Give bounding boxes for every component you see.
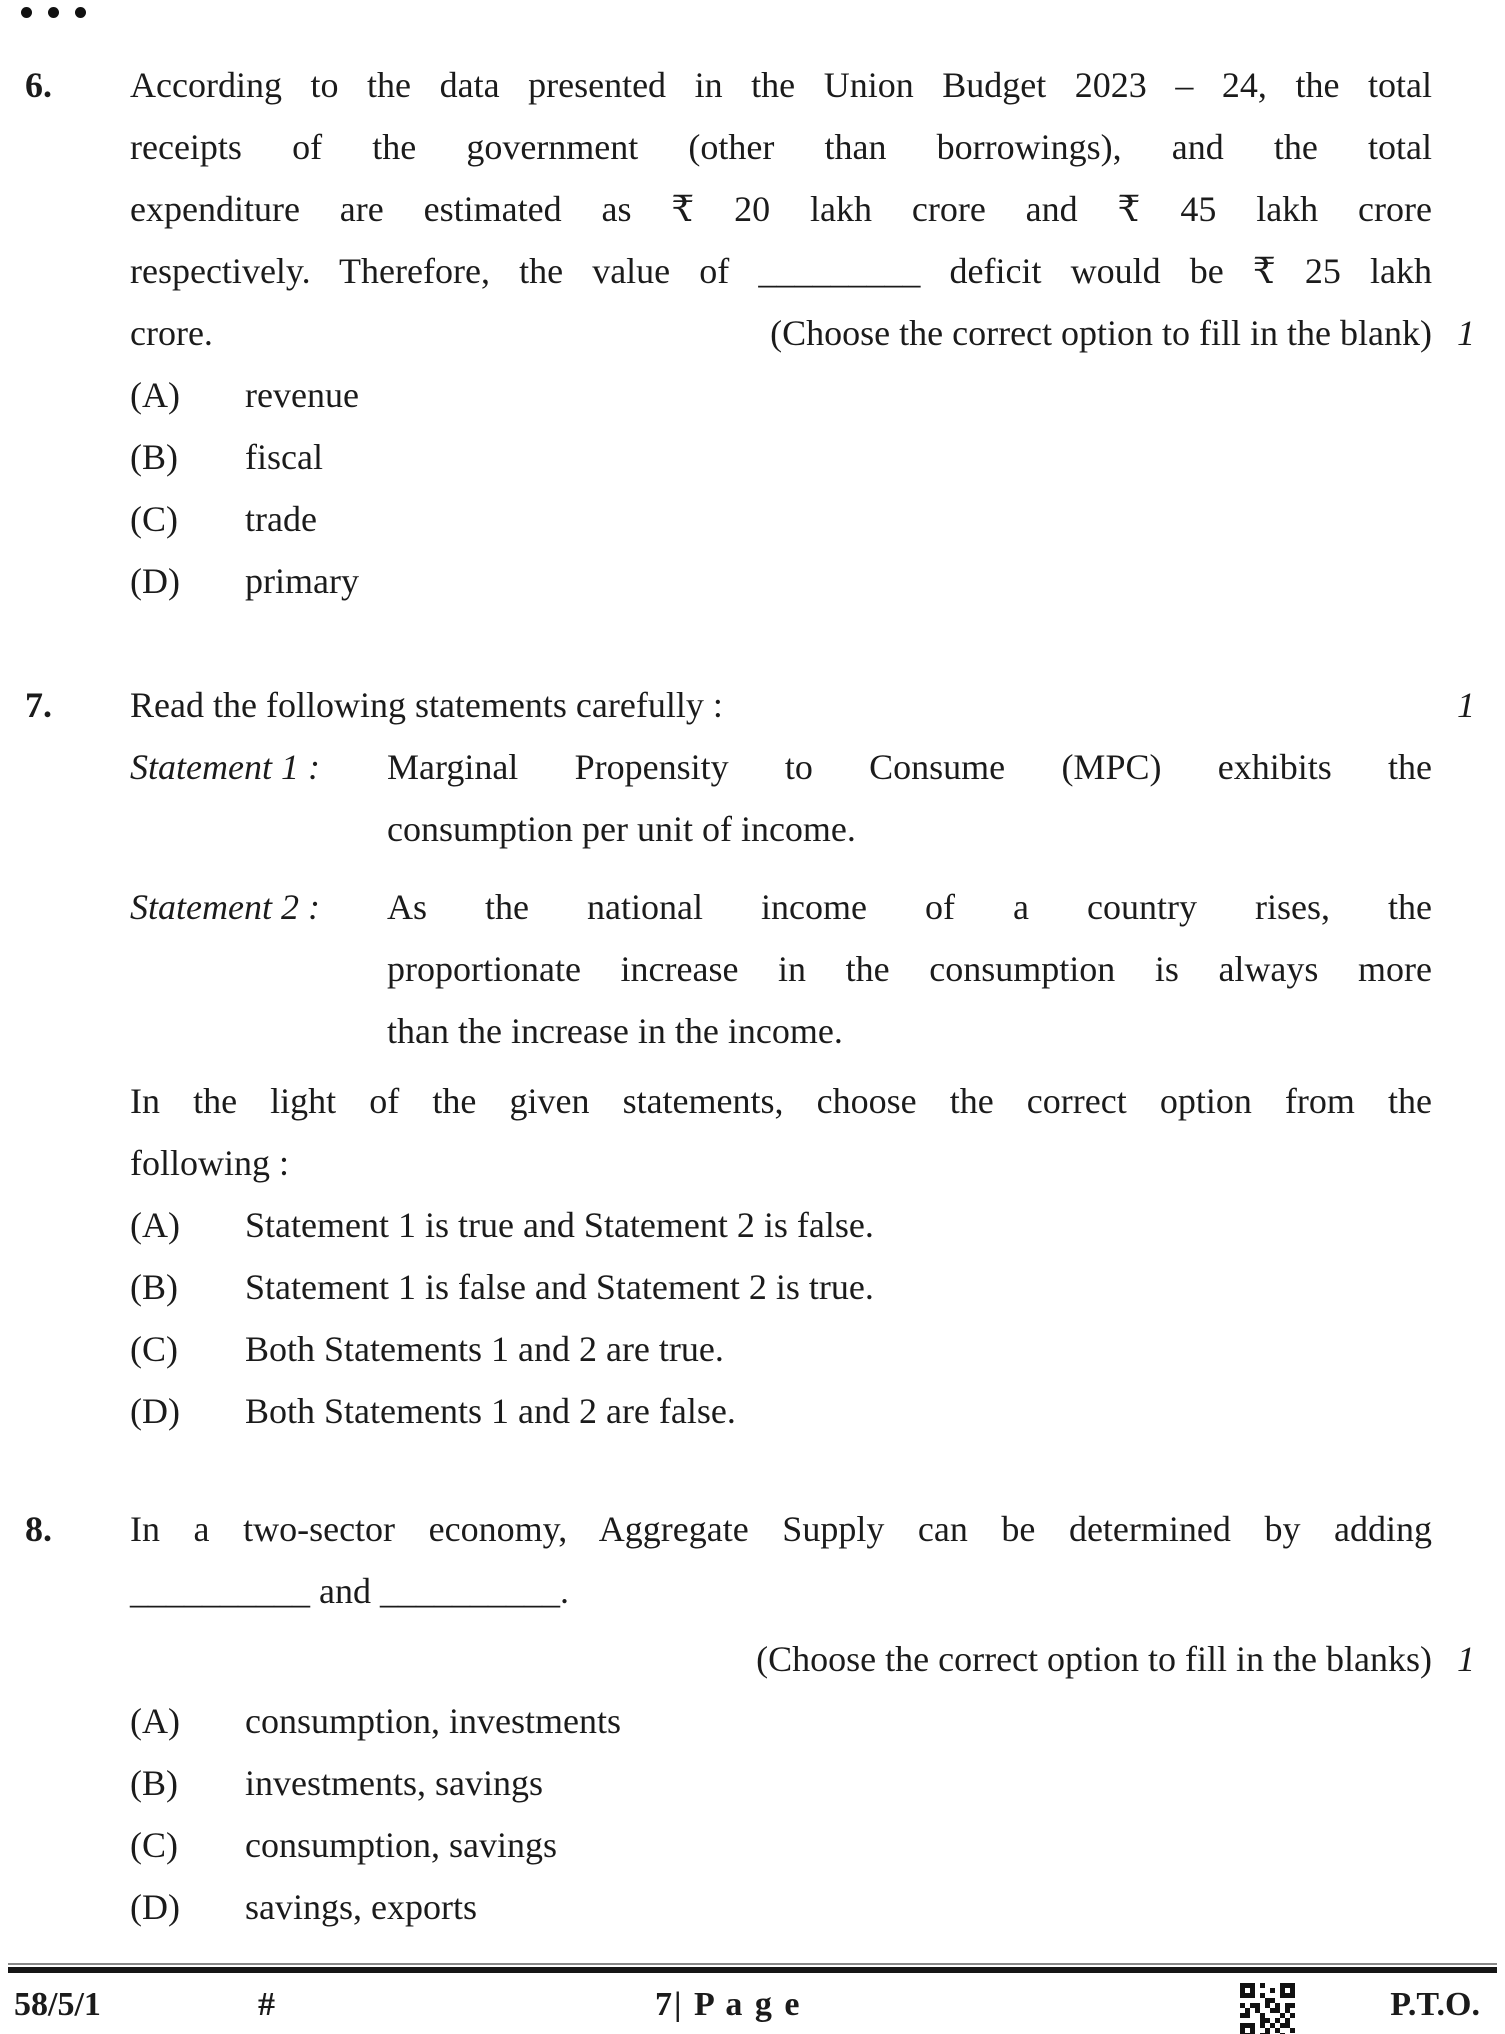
- option-label: (A): [130, 375, 180, 415]
- option-label: (C): [130, 499, 178, 539]
- question-6: [0, 54, 1505, 612]
- option-text: consumption, investments: [245, 1701, 621, 1741]
- statement-text-line: Marginal Propensity to Consume (MPC) exhibits the: [387, 747, 1432, 787]
- question-8: [0, 1498, 1505, 1938]
- option-text: trade: [245, 499, 317, 539]
- option-row: [130, 1690, 1432, 1752]
- option-text: consumption, savings: [245, 1825, 557, 1865]
- option-row: [130, 488, 1432, 550]
- question-text-line: receipts of the government (other than borrowings), and the total: [130, 127, 1432, 167]
- closing-lines: [130, 1070, 1432, 1194]
- options-list: [130, 364, 1432, 612]
- pto-label: P.T.O.: [1390, 1986, 1480, 2023]
- option-text: Both Statements 1 and 2 are true.: [245, 1329, 724, 1369]
- question-number: 7.: [25, 685, 52, 725]
- option-row: [130, 364, 1432, 426]
- question-text-line: expenditure are estimated as ₹ 20 lakh crore and ₹ 45 lakh crore: [130, 189, 1432, 229]
- statement-2: [130, 876, 1432, 1062]
- page-number-label: 7| P a g e: [655, 1986, 802, 2023]
- options-list: [130, 1690, 1432, 1938]
- fill-in-blanks-line: __________ and __________.: [130, 1571, 569, 1611]
- footer-rule-thin: [8, 1963, 1497, 1965]
- dot-icon: [21, 7, 32, 18]
- marks-value: 1: [1457, 1639, 1475, 1679]
- question-text-line: In a two-sector economy, Aggregate Supply can be determined by adding: [130, 1509, 1432, 1549]
- option-text: revenue: [245, 375, 359, 415]
- statement-1: [130, 736, 1432, 860]
- option-text: Statement 1 is false and Statement 2 is true.: [245, 1267, 874, 1307]
- option-row: [130, 1194, 1432, 1256]
- option-label: (D): [130, 1391, 180, 1431]
- question-text-line: In the light of the given statements, choose the correct option from the: [130, 1081, 1432, 1121]
- option-row: [130, 1256, 1432, 1318]
- hash-mark: #: [258, 1986, 275, 2023]
- paper-code: 58/5/1: [14, 1986, 101, 2023]
- option-label: (A): [130, 1205, 180, 1245]
- question-7: [0, 674, 1505, 1442]
- option-label: (C): [130, 1329, 178, 1369]
- option-text: primary: [245, 561, 359, 601]
- option-row: [130, 1876, 1432, 1938]
- statement-text-line: consumption per unit of income.: [387, 809, 856, 849]
- option-text: Statement 1 is true and Statement 2 is false.: [245, 1205, 874, 1245]
- question-number: 8.: [25, 1509, 52, 1549]
- marks-value: 1: [1457, 313, 1475, 353]
- statement-label: Statement 2 :: [130, 887, 320, 927]
- options-list: [130, 1194, 1432, 1442]
- question-text-line: According to the data presented in the Union Budget 2023 – 24, the total: [130, 65, 1432, 105]
- option-label: (D): [130, 561, 180, 601]
- option-label: (C): [130, 1825, 178, 1865]
- option-text: fiscal: [245, 437, 323, 477]
- statement-label: Statement 1 :: [130, 747, 320, 787]
- question-intro: Read the following statements carefully :: [130, 685, 723, 725]
- option-text: Both Statements 1 and 2 are false.: [245, 1391, 736, 1431]
- option-text: investments, savings: [245, 1763, 543, 1803]
- option-text: savings, exports: [245, 1887, 477, 1927]
- footer-rule-thick: [8, 1967, 1497, 1973]
- statement-text-line: than the increase in the income.: [387, 1011, 843, 1051]
- option-label: (B): [130, 1267, 178, 1307]
- marks-value: 1: [1457, 685, 1475, 725]
- instruction-text: (Choose the correct option to fill in the blanks): [756, 1639, 1432, 1679]
- option-row: [130, 1318, 1432, 1380]
- option-label: (D): [130, 1887, 180, 1927]
- option-label: (A): [130, 1701, 180, 1741]
- qr-code-icon: [1240, 1983, 1295, 2034]
- question-tail-row: [130, 302, 1432, 364]
- statement-text-line: proportionate increase in the consumption is always more: [387, 949, 1432, 989]
- option-row: [130, 1380, 1432, 1442]
- instruction-text: (Choose the correct option to fill in the blank): [770, 313, 1432, 353]
- question-number: 6.: [25, 65, 52, 105]
- question-text-line: crore.: [130, 313, 213, 353]
- dot-icon: [48, 7, 59, 18]
- option-label: (B): [130, 437, 178, 477]
- dot-icon: [75, 7, 86, 18]
- option-row: [130, 1752, 1432, 1814]
- question-text-line: respectively. Therefore, the value of _________ deficit would be ₹ 25 lakh: [130, 251, 1432, 291]
- statement-lines: [387, 876, 1432, 1062]
- page-footer: [0, 1963, 1505, 2034]
- option-label: (B): [130, 1763, 178, 1803]
- option-row: [130, 1814, 1432, 1876]
- option-row: [130, 550, 1432, 612]
- statement-text-line: As the national income of a country rises, the: [387, 887, 1432, 927]
- statement-lines: [387, 736, 1432, 860]
- option-row: [130, 426, 1432, 488]
- question-text-line: following :: [130, 1143, 289, 1183]
- page-marker-dots-icon: [21, 7, 86, 18]
